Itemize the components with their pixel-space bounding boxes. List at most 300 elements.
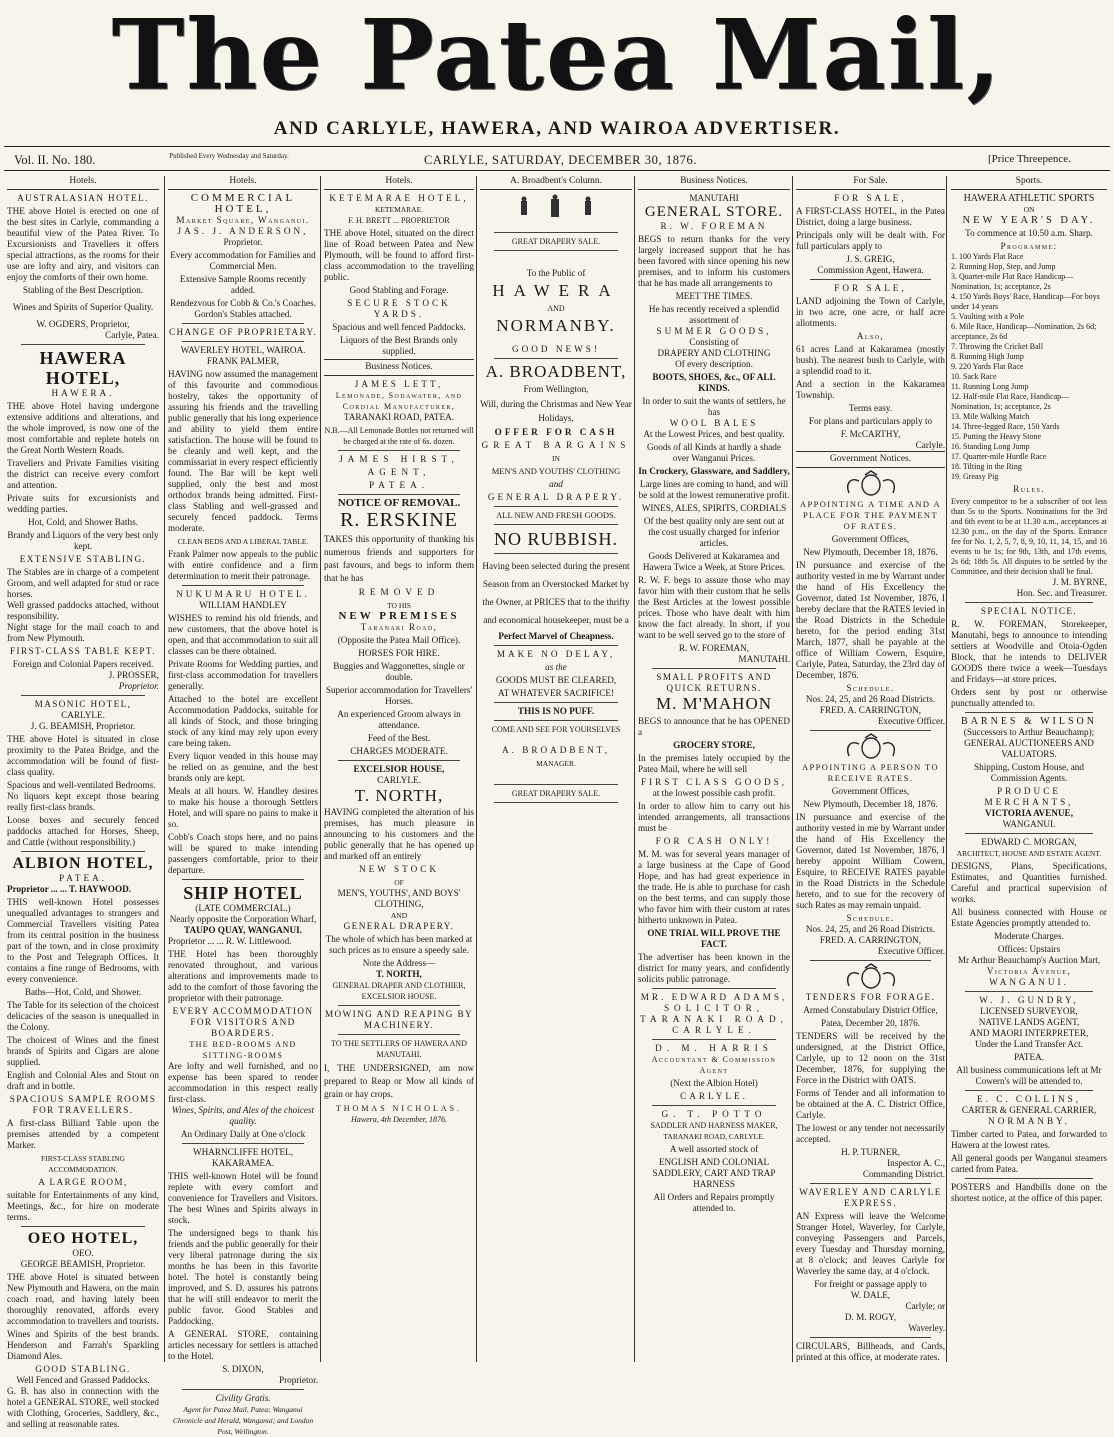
ad-text: SADDLER AND HARNESS MAKER, [650,1121,778,1130]
ad-text: TARANAKI ROAD, [640,1014,788,1024]
ad-title: SHIP HOTEL [183,883,303,903]
masthead-title: The Patea Mail, [111,0,1003,112]
ad-body: suitable for Entertainments of any kind, Meetings, &c., for hire on moderate terms. [7,1190,159,1222]
event-item: 9. 220 Yards Flat Race [951,362,1024,371]
dateline [0,150,1114,170]
ad-subhead: FIRST-CLASS TABLE KEPT. [10,646,156,656]
ad-signature: F. H. BRETT ... PROPRIETOR [348,216,450,225]
ad-text: GENERAL DRAPER AND CLOTHIER, EXCELSIOR HOUSE. [332,981,466,1001]
ad-body: Frank Palmer now appeals to the public with entire confidence and a firm determination to merit their patronage. [168,549,318,581]
ad-text: OF [394,878,404,887]
ad-body: Rendezvous for Cobb & Co.'s Coaches. Gordon's Stables attached. [170,298,316,319]
ad-text: MANUTAHI. [738,654,790,664]
ad-text: CARTER & GENERAL CARRIER, [961,1105,1097,1115]
ad-body: BEGS to return thanks for the very largely increased support that he has been favored with since opening his new premises, and to inform his customers that he has made all arrangements to [638,234,790,288]
ad-text: Of every description. [675,359,753,369]
ad-text: (Successors to Arthur Beauchamp); [963,727,1095,737]
ad-title: HAWERA [492,281,620,300]
ad-title: MASONIC HOTEL, [34,699,132,709]
ad-text: as the [545,662,567,672]
ad-title: ALBION HOTEL, [12,855,154,872]
ad-body: LAND adjoining the Town of Carlyle, in two acre, one acre, or half acre allotments. [796,296,945,328]
ad-text: ARCHITECT, HOUSE AND ESTATE AGENT. [956,849,1102,858]
event-item: 13. Mile Walking Match [951,412,1030,421]
ad-text: Proprietor ... ... R. W. Littlewood. [168,936,292,946]
ad-text: Wines and Spirits of Superior Quality. [12,302,154,312]
ad-text: PRODUCE MERCHANTS, [984,786,1074,807]
ad-subhead: A LARGE ROOM, [38,1177,128,1187]
ad-text: GENERAL AUCTIONEERS AND VALUATORS. [964,738,1094,759]
ad-text: Nos. 24, 25, and 26 Road Districts. [805,924,936,934]
event-item: 4. 150 Yards Boys' Race, Handicap—For boys under 14 years [951,292,1100,311]
ad-title: NUKUMARU HOTEL. [176,589,310,599]
ad-text: All business communications left at Mr Cowern's will be attended to. [956,1065,1102,1086]
ad-body: No liquors kept except those bearing really first-class brands. [7,791,159,812]
column-heading: Business Notices. [638,176,790,190]
ad-signature: J. PROSSER, [108,670,159,680]
ad-text: BOOTS, SHOES, &c., OF ALL KINDS. [652,372,776,393]
event-item: 15. Putting the Heavy Stone [951,432,1041,441]
ad-body: Private Rooms for Wedding parties, and first-class accommodation for travellers generally. [168,659,318,691]
ad-title: E. C. COLLINS, [976,1094,1081,1104]
ad-text: Patea, December 20, 1876. [821,1018,920,1028]
ad-title: EDWARD C. MORGAN, [981,837,1077,847]
ad-text: TARANAKI ROAD, CARLYLE. [663,1132,765,1141]
ad-text: WINES, ALES, SPIRITS, CORDIALS [641,503,787,513]
ad-text: Goods of all Kinds at hardly a shade over Wanganui Prices. [647,442,781,463]
royal-crest-icon [841,471,901,497]
ad-text: Superior accommodation for Travellers' Horses. [325,685,473,706]
event-item: 1. 100 Yards Flat Race [951,252,1024,261]
ad-text: (Next the Albion Hotel) [670,1078,758,1088]
ad-text: Carlyle. [915,440,945,450]
ad-signature: W. DALE, [850,1290,891,1300]
ad-text: GREAT BARGAINS [481,440,631,450]
ad-text: Offices: Upstairs [997,944,1061,954]
ad-body: POSTERS and Handbills done on the shortest notice, at the office of this paper. [951,1182,1107,1203]
ad-text: Goods Delivered at Kakaramea and Hawera Twice a Week, at Store Prices. [642,551,786,572]
column-heading: Government Notices. [796,451,945,468]
ad-body: The Stables are in charge of a competent Groom, and well adapted for stud or race horses. [7,567,159,599]
ad-text: MEN'S, YOUTHS', AND BOYS' CLOTHING, [337,888,461,909]
ad-body: G. B. has also in connection with the hotel a GENERAL STORE, well stocked with Clothing, Groceries, Saddlery, &c., and selling at reasonable rates. [7,1386,159,1429]
column-heading: Sports. [951,176,1107,190]
ad-text: Waverley. [908,1323,945,1333]
ad-text: NEW STOCK [358,864,439,874]
event-item: 8. Running High Jump [951,352,1024,361]
ad-body: A FIRST-CLASS HOTEL, in the Patea District, doing a large business. [796,206,945,227]
ad-text: Mr Arthur Beauchamp's Auction Mart, [957,955,1101,965]
ad-text: COME AND SEE FOR YOURSELVES [491,725,621,734]
ad-text: PATEA. [1013,1052,1045,1062]
ad-signature: FRANK PALMER, [206,356,280,366]
ad-text: Executive Officer. [877,946,945,956]
column-heading: For Sale. [796,176,945,190]
ad-signature: H. P. TURNER, [841,1147,900,1157]
ad-signature: W. OGDERS, Proprietor, [36,319,130,329]
ad-text: Nos. 24, 25, and 26 Road Districts. [805,694,936,704]
ad-text: IN [552,454,560,463]
ad-body: M. M. was for several years manager of a large business at the Cape of Good Hope, and has had great experience in the trade. He is able to purchase for cash on the best terms, and can supply those who favor him with their custom at rates hitherto unknown in Patea. [638,849,790,925]
ad-text: MEET THE TIMES. [675,291,753,301]
event-item: 19. Greasy Pig [951,472,999,481]
ad-title: BARNES & WILSON [961,716,1097,727]
ad-body: And a section in the Kakaramea Township. [796,379,945,400]
ad-signature: WILLIAM HANDLEY [199,600,287,610]
ad-title: CHANGE OF PROPRIETARY. [168,327,318,337]
ad-body: THIS well-known Hotel will be found replete with every comfort and convenience for Travellers and Visitors. The best Wines and Spirits always in stock. [168,1171,318,1225]
ad-text: Baths—Hot, Cold, and Shower. [24,987,142,997]
ad-text: Commanding District. [862,1169,945,1179]
ad-text: (LATE COMMERCIAL.) [195,903,291,913]
ad-text: MANUTAHI [689,193,739,203]
royal-crest-icon [841,964,901,990]
ad-text: ENGLISH AND COLONIAL SADDLERY, CART AND TRAP HARNESS [652,1157,776,1189]
ad-text: Also, [856,331,885,341]
ad-body: The undersigned begs to thank his friends and the public generally for their very liberal patronage during the six months he has been in this favorite hotel. The hotel is constantly being improved, and S. D. assures his patrons that he will still endeavor to merit the public favor. Good Stables and Paddocking. [168,1228,318,1326]
ad-body: Having been selected during the present Season from an Overstocked Market by the Owner, at PRICES that to the thrifty and economical housekeeper, must be a [482,561,630,625]
ad-signature: FRED. A. CARRINGTON, [819,935,922,945]
ad-body: HAVING now assumed the management of this favourite and commodious hostelry, takes the opportunity of assuring his friends and the travelling public generally that his long experience and ability to yield them entire satisfaction. The house will be found to be cleanly and well kept, and the commissariat in every respect efficiently found. The Bar will be kept well supplied, only the best and most orthodox brands being admitted. First-class Stabling and well-grassed and securely fenced paddock. Terms moderate. [168,369,318,533]
ad-signature: S. DIXON, [222,1364,264,1374]
ad-body: In order to allow him to carry out his intended arrangements, all transactions must be [638,801,790,833]
ad-text: Under the Land Transfer Act. [975,1039,1083,1049]
ad-body: Private suits for excursionists and wedding parties. [7,493,159,514]
ad-text: Armed Constabulary District Office, [803,1005,938,1015]
ad-body: Well grassed paddocks attached, without responsibility. [7,600,159,621]
ad-body: A first-class Billiard Table upon the premises attended by a competent Marker. [7,1118,159,1150]
ad-text: FIRST-CLASS STABLING ACCOMMODATION. [41,1154,125,1174]
ad-text: GROCERY STORE, [673,740,755,750]
ad-title: D. M. HARRIS [655,1043,773,1053]
ad-body: IN pursuance and exercise of the authority vested in me by Warrant under the hand of His Excellency the Governor, dated 1st November, 1876, I hereby declare that the RATES levied in the Road Districts in the Schedule hereto, for the period ending 31st March, 1877, shall be payable at the office of William Cowern, Esquire, Carlyle, Patea, Saturday, the 23rd day of December, 1876. [796,560,945,680]
ad-body: Attached to the hotel are excellent Accommodation Paddocks, suitable for all kinds of Stock, and those bringing stock of any kind may rely upon every care being taken. [168,694,318,748]
ad-body: In the premises lately occupied by the Patea Mail, where he will sell [638,753,790,774]
ad-title: SMALL PROFITS AND QUICK RETURNS. [656,672,772,693]
ad-text: Large lines are coming to hand, and will be sold at the lowest remunerative profit. [638,479,790,500]
ad-body: Wines and Spirits of the best brands. Henderson and Farrah's Sparkling Diamond Ales. [7,1329,159,1361]
ad-title: SPECIAL NOTICE. [980,606,1078,616]
ad-text: WANGANUI. [989,977,1069,987]
date-rule [4,170,1110,171]
ad-body: A GENERAL STORE, containing articles necessary for settlers is attached to the Hotel. [168,1329,318,1361]
ad-subhead: THE BED-ROOMS AND SITTING-ROOMS [189,1040,297,1060]
ad-text: ALL NEW AND FRESH GOODS. [496,510,616,520]
ad-body: AN Express will leave the Welcome Stranger Hotel, Waverley, for Carlyle, conveying Passengers and Parcels, every Tuesday and Thursday morning, at 8 o'clock; and leaves Carlyle for Waverley the same day, at 4 o'clock. [796,1211,945,1276]
ad-text: Schedule. [846,913,895,923]
ad-body: Every accommodation for Families and Commercial Men. [170,250,316,271]
ad-text: CARLYLE. [680,1091,748,1101]
ad-text: Feed of the Best. [367,733,431,743]
ad-body: R. W. FOREMAN, Storekeeper, Manutahi, begs to announce to intending settlers at Woodville and Otoia-Ogden Block, that he intends to DELIVER GOODS there twice a week—Tuesdays and Fridays—at store prices. [951,619,1107,684]
ad-text: SOLICITOR, [663,1003,765,1013]
ad-text: NATIVE LANDS AGENT, [978,1017,1080,1027]
ad-text: Carlyle, Patea. [105,330,159,340]
ad-text: Consisting of [689,337,739,347]
ad-title: MR. EDWARD ADAMS, [640,992,788,1002]
ad-text: Hon. Sec. and Treasurer. [1016,588,1107,598]
ad-title: WAVERLEY HOTEL, WAIROA. [180,345,306,355]
ad-text: WOOL BALES [669,418,759,428]
column-heading: Hotels. [324,176,474,190]
ad-text: Accountant & Commission Agent [651,1055,777,1075]
ad-body: THE above Hotel is situated in close proximity to the Patea Bridge, and the accommodation will be found of first-class quality. [7,734,159,777]
ad-text: MANAGER. [536,759,576,768]
ad-title: APPOINTING A TIME AND A PLACE FOR THE PAYMENT OF RATES. [799,499,942,531]
ad-body: Extensive Sample Rooms recently added. [179,274,307,295]
ad-title: AUSTRALASIAN HOTEL. [17,193,149,203]
ad-text: DRAPERY AND CLOTHING [657,348,771,358]
ad-text: NORMANBY. [988,1116,1070,1126]
ad-title: FOR SALE, [834,193,907,203]
ad-text: CLEAN BEDS AND A LIBERAL TABLE. [177,537,309,546]
ad-body: TENDERS will be received by the undersigned, at the District Office, Carlyle, up to 12 noon on the 31st December, 1876, for supplying the Force in the District with OATS. [796,1031,945,1085]
ad-text: Proprietor. [118,681,159,691]
ad-text: GREAT DRAPERY SALE. [511,237,601,246]
ad-text: TO HIS [387,601,411,610]
ad-text: The whole of which has been marked at such prices as to ensure a speedy sale. [325,934,473,955]
ad-body: Orders sent by post or otherwise punctually attended to. [951,687,1107,708]
ad-body: Cobb's Coach stops here, and no pains will be spared to make intending passengers comfortable, prior to their departure. [168,832,318,875]
ad-text: All Orders and Repairs promptly attended to. [653,1192,775,1213]
ad-body: CIRCULARS, Billheads, and Cards, printed at this office, at moderate rates. [796,1341,945,1362]
ad-text: KETEMARAE. [374,205,424,214]
ad-text: New Plymouth, December 18, 1876. [803,799,938,809]
ad-text: Brandy and Liquors of the very best only kept. [7,530,159,551]
ad-text: Note the Address— [362,958,436,968]
ad-text: CARLYLE. [672,1025,756,1035]
ad-text: MEN'S AND YOUTHS' CLOTHING [491,466,621,476]
ad-text: Perfect Marvel of Cheapness. [498,631,614,641]
ad-text: PATEA. [58,873,108,883]
ad-text: A well assorted stock of [669,1144,759,1154]
ad-text: ONE TRIAL WILL PROVE THE FACT. [647,928,781,949]
ad-title: R. ERSKINE [340,509,458,531]
ad-text: CHARGES MODERATE. [350,746,448,756]
masthead-subtitle: AND CARLYLE, HAWERA, AND WAIROA ADVERTISER. [273,118,841,139]
column-hotels-3 [321,176,477,1362]
ad-text: Stabling of the Best Description. [22,285,144,295]
ad-text: He has recently received a splendid assortment of [648,304,780,325]
event-item: 3. Quarter-mile Flat Race Handicap—Nomination, 1s; acceptance, 2s [951,272,1074,291]
ad-text: Carlyle; or [905,1301,945,1311]
ad-title: COMMERCIAL HOTEL, [190,192,296,215]
ad-text: Government Offices, [831,786,910,796]
ad-text: An experienced Groom always in attendance. [337,709,461,730]
ad-text: REMOVED [358,587,440,597]
ad-text: Agent for Patea Mail, Patea; Wanganui Chronicle and Herald, Wanganui; and London Post, Wellington. [172,1405,314,1436]
ad-text: AGENT, [367,467,431,477]
ad-text: To commence at 10.50 a.m. Sharp. [965,228,1093,238]
ad-text: AND [547,304,565,313]
ad-signature: A. BROADBENT, [502,745,610,755]
ad-subhead: Rules. [1013,484,1045,494]
ad-text: SUMMER GOODS, [656,326,772,336]
ad-title: JAMES HIRST, [339,454,459,464]
masthead [0,0,1114,112]
ad-text: Civility Gratis. [215,1393,271,1403]
ad-signature: THOMAS NICHOLAS. [335,1104,463,1113]
ad-subhead: SPACIOUS SAMPLE ROOMS FOR TRAVELLERS. [9,1094,157,1115]
volume-number: Vol. II. No. 180. [14,153,96,167]
ad-text: GOOD NEWS! [512,344,600,354]
ad-body: The Table for its selection of the choicest delicacies of the season is unequalled in the Colony. [7,1000,159,1032]
ad-subhead: SECURE STOCK YARDS. [347,298,451,319]
column-hotels-2 [165,176,321,1436]
ad-text: Moderate Charges. [994,931,1064,941]
ad-text: Inspector A. C., [887,1158,945,1168]
ad-body: English and Colonial Ales and Stout on draft and in bottle. [7,1070,159,1091]
column-heading: Business Notices. [324,359,474,376]
ad-body: Every liquor vended in this house may be relied on as genuine, and the best brands only are kept. [168,751,318,783]
royal-crest-icon [841,734,901,760]
ad-body: Night stage for the mail coach to and from New Plymouth. [7,622,159,643]
ad-text: AND MAORI INTERPRETER, [969,1028,1089,1038]
ad-text: HORSES FOR HIRE. [358,648,440,658]
ad-title: WAVERLEY AND CARLYLE EXPRESS. [799,1187,942,1208]
event-item: 2. Running Hop, Step, and Jump [951,262,1056,271]
ad-text: J. G. BEAMISH, Proprietor. [30,721,136,731]
ad-signature: R. W. FOREMAN [660,221,768,231]
ad-body: Travellers and Private Families visiting the district can receive every comfort and attention. [7,458,159,490]
ad-title: JAMES LETT, [354,379,444,389]
ad-text: KAKARAMEA. [211,1158,274,1168]
ad-text: Terms easy. [848,403,893,413]
ad-text: T. NORTH, [376,969,422,979]
ad-text: Proprietor ... ... T. HAYWOOD. [7,884,132,894]
event-item: 14. Three-legged Race, 150 Yards [951,422,1060,431]
ad-text: Wines, Spirits, and Ales of the choicest quality. [171,1105,315,1126]
ad-text: TARANAKI ROAD, PATEA. [343,412,455,422]
ad-body: WISHES to remind his old friends, and new customers, that the above hotel is open, and that accommodation to suit all classes can be there obtained. [168,613,318,656]
ad-text: An Ordinary Daily at One o'clock [180,1129,306,1139]
ad-body: I, THE UNDERSIGNED, am now prepared to Reap or Mow all kinds of grain or hay crops. [324,1063,474,1099]
ad-text: AND [390,911,408,920]
ad-title: M. M'MAHON [655,694,773,713]
ad-signature: J. S. GREIG, [846,254,895,264]
column-heading: Hotels. [7,176,159,190]
ad-body: All business connected with House or Estate Agencies promptly attended to. [951,907,1107,928]
ad-body: TAKES this opportunity of thanking his numerous friends and supporters for past favours, and begs to inform them that he has [324,534,474,583]
event-item: 10. Sack Race [951,372,997,381]
ad-text: at the lowest possible cash profit. [652,788,776,798]
ad-body: Spacious and well-ventilated Bedrooms. [7,780,156,790]
ad-text: Spacious and well fenced Paddocks. [332,322,466,332]
ad-title: WHARNCLIFFE HOTEL, [192,1147,294,1157]
ad-text: HAWERA. [51,388,115,398]
ad-text: TO THE SETTLERS OF HAWERA AND MANUTAHI. [331,1039,467,1059]
ad-title: NOTICE OF REMOVAL. [337,497,461,509]
ad-text: Hawera, 4th December, 1876. [351,1115,447,1124]
ad-text: THIS IS NO PUFF. [517,706,595,716]
ad-text: Executive Officer. [877,716,945,726]
event-item: 18. Tilting in the Ring [951,462,1022,471]
ad-title: W. J. GUNDRY, [979,995,1079,1005]
ad-body: IN pursuance and exercise of the authority vested in me by Warrant under the hand of His Excellency the Governor, dated 1st November, 1876, I hereby appoint William Cowern, Esquire, to RECEIVE RATES payable in the Road Districts in the Schedule hereto, and to sue for the recovery of such Rates as may remain unpaid. [796,812,945,910]
ad-text: Market Square, Wanganui. [176,215,310,225]
ad-title: MOWING AND REAPING BY MACHINERY. [324,1009,474,1030]
ad-text: Buggies and Waggonettes, single or double. [333,661,465,682]
ad-text: (Opposite the Patea Mail Office). [337,635,461,645]
ad-text: CARLYLE. [61,710,105,720]
ad-text: In Crockery, Glassware, and Saddlery, [638,466,790,476]
ad-text: CARLYLE. [377,775,421,785]
ad-body: THE Hotel has been thoroughly renovated throughout, and various alterations and improvements made to add to the comfort of those favoring the proprietor with their patronage. [168,949,318,1003]
ad-body: THE above Hotel is situated between New Plymouth and Hawera, on the main coach road, and having lately been thoroughly renovated, affords every accommodation to travellers and tourists. [7,1272,159,1326]
ad-text: ON [1023,205,1035,214]
column-business-notices [635,176,793,1362]
ad-title: T. NORTH, [354,786,444,805]
ad-signature: F. McCARTHY, [840,429,901,439]
ad-text: VICTORIA AVENUE, [985,808,1073,818]
ornament-icon [501,193,611,229]
ad-text: and [549,479,563,489]
events-list [951,252,1107,482]
ad-text: In order to suit the wants of settlers, he has [642,396,786,417]
ad-text: Victoria Avenue, [986,966,1072,976]
ad-text: Of the best quality only are sent out at the cost usually charged for inferior articles. [643,516,785,548]
issue-date: CARLYLE, SATURDAY, DECEMBER 30, 1876. [424,153,698,167]
ad-title: A. BROADBENT, [485,362,627,381]
ad-text: Commission Agent, Hawera. [817,265,924,275]
ad-text: OEO. [72,1248,94,1258]
ad-text: GENERAL DRAPERY. [343,921,455,931]
ad-text: For freight or passage apply to [814,1279,927,1289]
ad-subhead: GOOD STABLING. [35,1364,131,1374]
ad-body: THE above Hotel having undergone extensive additions and alterations, and the whole improved, is now one of the most comfortable and replete hotels on the Great North Western Roads. [7,401,159,455]
ad-text: Shipping, Custom House, and Commission Agents. [974,762,1084,783]
ad-body: Timber carted to Patea, and forwarded to Hawera at the lowest rates. [951,1129,1107,1150]
ad-title: KETEMARAE HOTEL, [329,193,469,203]
ad-text: FOR CASH ONLY! [655,836,773,846]
ad-subhead: EVERY ACCOMMODATION FOR VISITORS AND BOARDERS. [172,1006,314,1038]
ad-text: NEW PREMISES [338,610,460,622]
ad-text: Lemonade, Sodawater, and Cordial Manufacturer, [335,391,463,411]
ad-title: G. T. POTTO [661,1109,767,1119]
ad-text: From Wellington, [523,384,589,394]
ad-title: EXCELSIOR HOUSE, [353,764,445,774]
ad-body: HAVING completed the alteration of his premises, has much pleasure in announcing to his customers and the public generally that he has opened up and marked off an entirely [324,807,474,861]
ad-body: THIS well-known Hotel possesses unequalled advantages to strangers and Commercial Travellers visiting Patea from its central position in the business part of the town, and in close proximity to the Post and Telegraph Offices. It contains a fine range of Bedrooms, with every convenience. [7,897,159,984]
ad-text: To the Public of [526,268,586,278]
ad-body: Are lofty and well furnished, and no expense has been spared to render accommodation in this respect really first-class. [168,1061,318,1104]
ad-title: NO RUBBISH. [493,529,619,549]
ad-body: Forms of Tender and all information to be obtained at the A. C. District Office, Carlyle. [796,1088,945,1120]
ad-body: R. W. F. begs to assure those who may favor him with their custom that he sells the Best Articles at the lowest possible prices. Those who have dealt with him know the fact already. In short, if you want to be well served go to the store of [638,575,790,640]
ad-title: NEW YEAR'S DAY. [962,215,1096,226]
column-heading: A. Broadbent's Column. [480,176,632,190]
ad-text: Hot, Cold, and Shower Baths. [28,517,138,527]
event-item: 6. Mile Race, Handicap—Nomination, 2s 6d; acceptance, 2s 6d [951,322,1097,341]
ad-body: Every competitor to be a subscriber of not less than 5s to the Sports. Nominations for the 3rd and 6th event to be at 11.30 a.m., acceptances at 12.30 p.m., on the day of the Sports. Entrance fee for No. 1, 2, 5, 7, 8, 9, 10, 11, 14, 15, and 16 events to be 1s; for 9th, 13th, and 17th events, 2s 6d; 18th 5s. All disputes to be settled by the Committee, and their decision shall be final. [951,497,1107,576]
ad-text: GENERAL DRAPERY. [487,492,625,502]
ad-body: All general goods per Wanganui steamers carted from Patea. [951,1153,1107,1174]
column-heading: Hotels. [168,176,318,190]
ad-text: Schedule. [846,683,895,693]
ad-text: AT WHATEVER SACRIFICE! [497,688,615,698]
ad-text: GOODS MUST BE CLEARED, [495,675,617,685]
ad-text: Proprietor. [278,1375,318,1385]
ad-text: Good Stabling and Forage. [349,285,449,295]
ad-text: Programme: [1000,241,1058,251]
ad-body: The lowest or any tender not necessarily accepted. [796,1123,945,1144]
ad-text: LICENSED SURVEYOR, [980,1006,1078,1016]
ad-signature: R. W. FOREMAN, [678,643,750,653]
ad-text: FIRST CLASS GOODS, [641,777,787,787]
ad-text: At the Lowest Prices, and best quality. [643,429,785,439]
ad-title: APPOINTING A PERSON TO RECEIVE RATES. [802,762,939,783]
ad-title: NORMANBY. [496,316,616,335]
